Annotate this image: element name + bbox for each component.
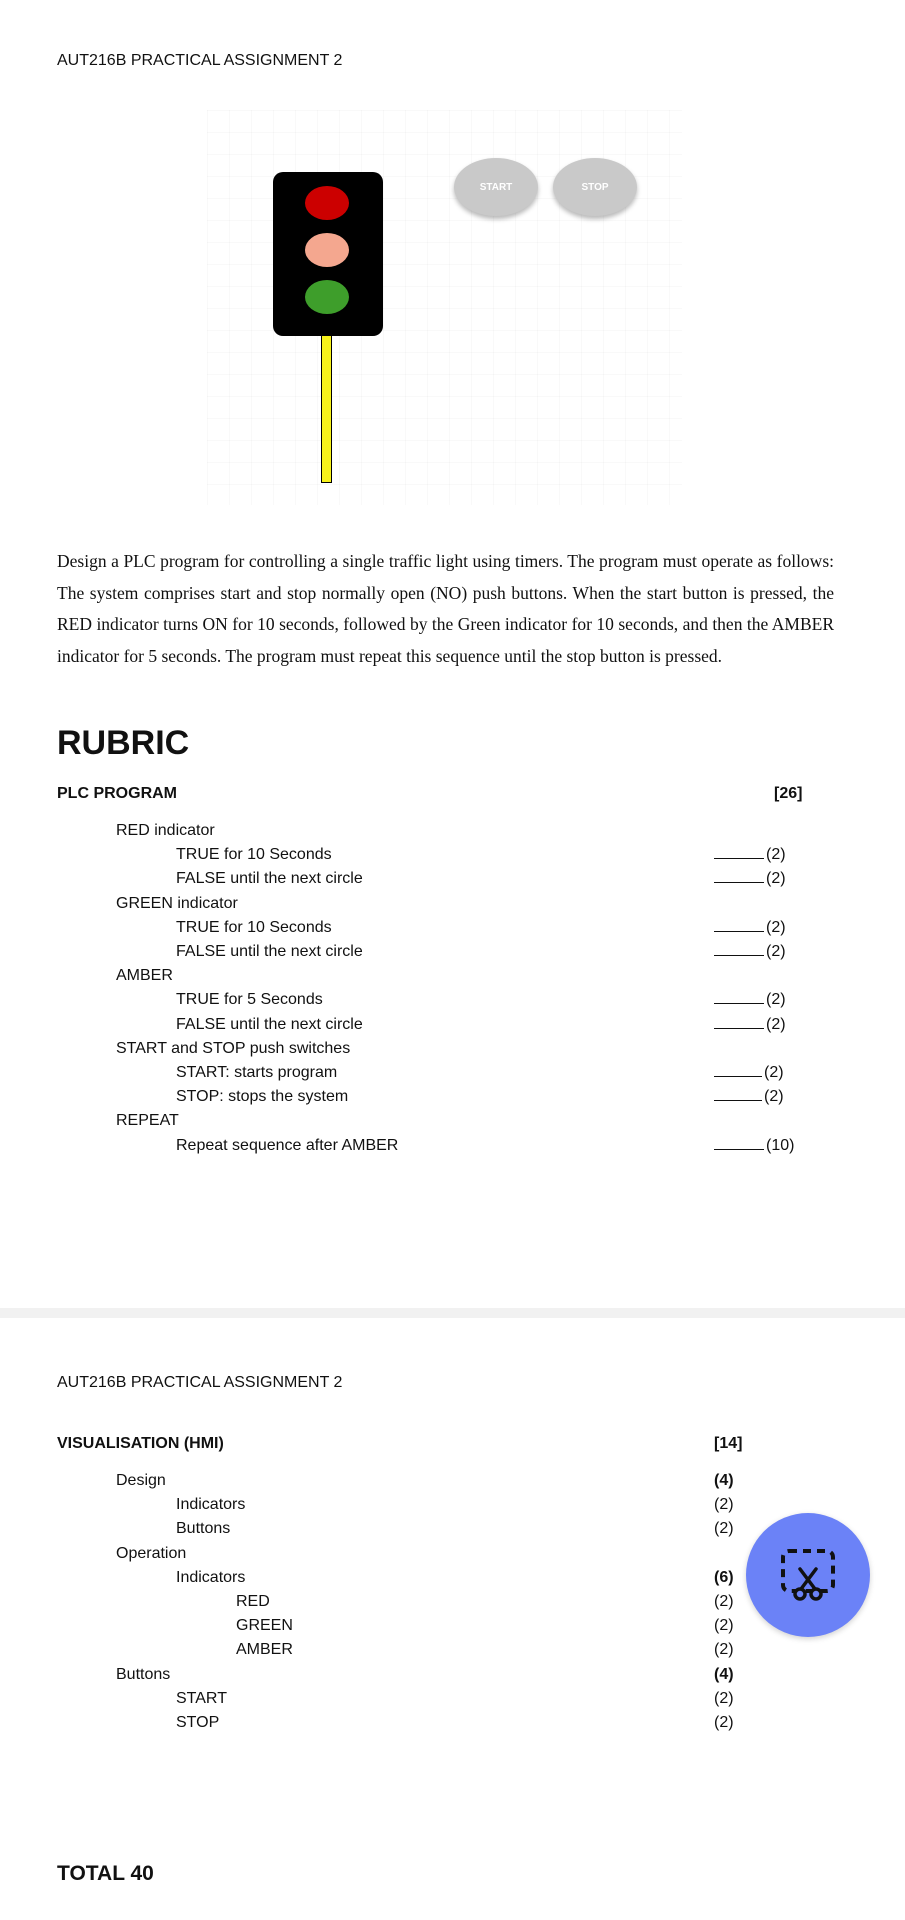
item-label: FALSE until the next circle: [176, 870, 363, 888]
item-label: FALSE until the next circle: [176, 943, 363, 960]
item-score: [714, 1617, 734, 1635]
grand-total: TOTAL 40: [57, 1862, 154, 1885]
score-blank-line: [714, 1075, 762, 1077]
item-score: [714, 1472, 734, 1490]
item-label: Buttons: [116, 1665, 171, 1683]
item-score: [714, 1137, 794, 1155]
score-blank-line: [714, 954, 764, 956]
item-label: RED: [236, 1593, 270, 1610]
score-blank-line: [714, 857, 764, 859]
snipping-tool-button[interactable]: [746, 1513, 870, 1637]
score-value: (2): [766, 943, 786, 960]
score-blank-line: [714, 1099, 762, 1101]
item-score: [714, 1496, 734, 1514]
hmi-section-total: [14]: [714, 1435, 743, 1452]
item-score: [714, 1064, 784, 1082]
start-push-button: START: [454, 158, 538, 216]
page-header: AUT216B PRACTICAL ASSIGNMENT 2: [57, 52, 343, 69]
stop-push-button: STOP: [553, 158, 637, 216]
item-label: Operation: [116, 1544, 187, 1562]
item-score: [714, 1088, 784, 1106]
traffic-light-housing: [273, 172, 383, 336]
item-label: TRUE for 10 Seconds: [176, 846, 332, 864]
score-value: (2): [764, 1088, 784, 1106]
score-value: (4): [714, 1472, 734, 1489]
item-label: Repeat sequence after AMBER: [176, 1136, 399, 1154]
score-value: (2): [766, 918, 786, 936]
item-label: GREEN: [236, 1617, 293, 1635]
page-header: AUT216B PRACTICAL ASSIGNMENT 2: [57, 1374, 343, 1391]
score-blank-line: [714, 1148, 764, 1150]
score-blank-line: [714, 1027, 764, 1029]
item-label: RED indicator: [116, 822, 215, 839]
green-lamp-icon: [305, 280, 349, 314]
item-label: STOP: [176, 1714, 220, 1731]
item-label: Indicators: [176, 1496, 246, 1514]
amber-lamp-icon: [305, 233, 349, 267]
item-label: TRUE for 5 Seconds: [176, 991, 323, 1009]
item-label: REPEAT: [116, 1112, 179, 1130]
red-lamp-icon: [305, 186, 349, 220]
score-blank-line: [714, 1002, 764, 1004]
item-score: [714, 1690, 734, 1708]
score-value: (2): [714, 1593, 734, 1610]
score-value: (2): [766, 991, 786, 1009]
score-value: (2): [766, 1015, 786, 1033]
assignment-description: Design a PLC program for controlling a single traffic light using timers. The program must operate as follows: The system comprises start and stop normally open (NO) push buttons. When the start button is pressed, the RED indicator turns ON for 10 seconds, followed by the Green indicator for 10 seconds, and then the AMBER indicator for 5 seconds. The program must repeat this sequence until the stop button is pressed.: [57, 551, 834, 666]
item-label: AMBER: [236, 1641, 293, 1659]
score-value: (6): [714, 1568, 734, 1586]
score-blank-line: [714, 930, 764, 932]
item-label: START: starts program: [176, 1064, 338, 1081]
item-score: [714, 991, 786, 1009]
rubric-heading: RUBRIC: [57, 724, 190, 762]
item-label: Buttons: [176, 1520, 231, 1538]
item-score: [714, 943, 786, 961]
screenshot-scissors-icon: [779, 1547, 837, 1603]
score-value: (2): [714, 1689, 734, 1707]
item-score: [714, 1016, 786, 1034]
item-score: [714, 1666, 734, 1684]
item-label: TRUE for 10 Seconds: [176, 918, 332, 936]
item-score: [714, 1593, 734, 1611]
score-value: (2): [764, 1064, 784, 1081]
score-value: (2): [766, 870, 786, 888]
score-value: (2): [714, 1496, 734, 1514]
plc-section-total: [26]: [774, 785, 803, 802]
score-value: (2): [714, 1617, 734, 1635]
item-label: Indicators: [176, 1568, 246, 1586]
item-score: [714, 1569, 734, 1587]
item-score: [714, 919, 786, 937]
score-value: (2): [714, 1641, 734, 1659]
item-score: [714, 1714, 734, 1732]
item-label: GREEN indicator: [116, 894, 238, 912]
score-value: (2): [714, 1520, 734, 1538]
score-blank-line: [714, 881, 764, 883]
traffic-light-pole: [321, 336, 332, 483]
score-value: (10): [766, 1136, 795, 1154]
score-value: (2): [766, 846, 786, 864]
score-value: (2): [714, 1714, 734, 1731]
traffic-light-illustration: [207, 110, 682, 505]
plc-section-title: PLC PROGRAM: [57, 785, 177, 802]
item-score: [714, 1641, 734, 1659]
item-label: FALSE until the next circle: [176, 1015, 363, 1033]
item-score: [714, 870, 786, 888]
item-label: Design: [116, 1472, 166, 1489]
hmi-section-title: VISUALISATION (HMI): [57, 1435, 224, 1452]
item-label: START and STOP push switches: [116, 1039, 351, 1057]
score-value: (4): [714, 1665, 734, 1683]
item-score: [714, 1520, 734, 1538]
item-score: [714, 846, 786, 864]
item-label: STOP: stops the system: [176, 1088, 349, 1106]
item-label: AMBER: [116, 967, 173, 985]
item-label: START: [176, 1689, 227, 1707]
